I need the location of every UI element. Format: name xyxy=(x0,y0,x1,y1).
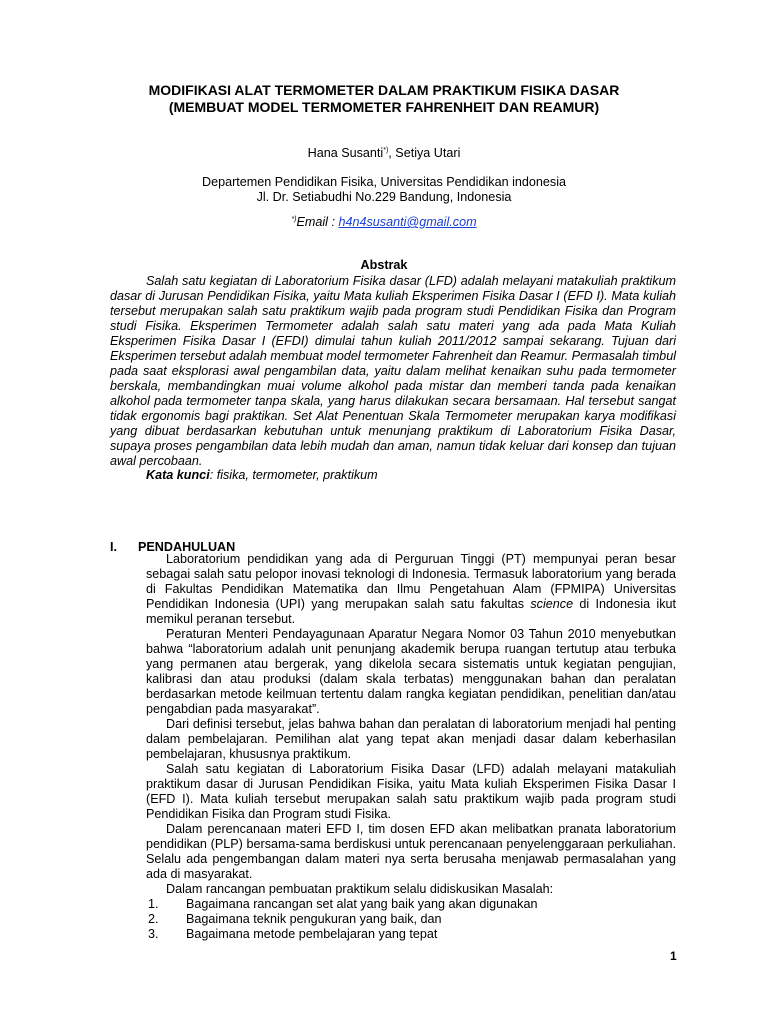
section-title: PENDAHULUAN xyxy=(138,540,236,554)
list-item-text: Bagaimana metode pembelajaran yang tepat xyxy=(186,927,438,941)
paragraph-1-text-b: di Indonesia ikut memikul peranan tersebut. xyxy=(146,597,677,626)
keywords-label: Kata kunci xyxy=(146,468,210,482)
author-2: Setiya Utari xyxy=(395,146,461,160)
affiliation-line-2: Jl. Dr. Setiabudhi No.229 Bandung, Indonesia xyxy=(256,190,512,204)
paper-title xyxy=(0,82,768,116)
author-1: Hana Susanti xyxy=(307,146,384,160)
paragraph-4: Salah satu kegiatan di Laboratorium Fisika Dasar (LFD) adalah melayani matakuliah praktikum dasar di Jurusan Pendidikan Fisika, yaitu Mata kuliah Eksperimen Fisika Dasar I (EFD I). Mata kuliah tersebut merupakan salah satu praktikum wajib pada program studi Pendidikan Fisika dan Program studi Fisika. xyxy=(146,762,676,821)
list-item-text: Bagaimana teknik pengukuran yang baik, dan xyxy=(186,912,442,926)
section-body xyxy=(146,552,676,942)
list-item xyxy=(146,927,676,942)
title-line-1: MODIFIKASI ALAT TERMOMETER DALAM PRAKTIKUM FISIKA DASAR xyxy=(148,82,620,98)
author-separator: , xyxy=(388,146,396,160)
page-number: 1 xyxy=(670,949,677,963)
list-item-text: Bagaimana rancangan set alat yang baik yang akan digunakan xyxy=(186,897,538,911)
paragraph-1-text-a: Laboratorium pendidikan yang ada di Perguruan Tinggi (PT) mempunyai peran besar sebagai salah satu pelopor inovasi teknologi di Indonesia. Termasuk laboratorium yang berada di Fakultas Pendidikan Matematika dan Ilmu Pengetahuan Alam (FPMIPA) Universitas Pendidikan Indonesia (UPI) yang merupakan salah satu fakultas xyxy=(146,552,676,611)
paragraph-2: Peraturan Menteri Pendayagunaan Aparatur Negara Nomor 03 Tahun 2010 menyebutkan bahwa “laboratorium adalah unit penunjang akademik berupa ruangan tertutup atau terbuka yang permanen atau bergerak, yang dikelola secara sistematis untuk kegiatan pengujian, kalibrasi dan atau produksi (dalam skala terbatas) menggunakan bahan dan peralatan berdasarkan metode keilmuan tertentu dalam rangka kegiatan pendidikan, penelitian dan/atau pengabdian pada masyarakat”. xyxy=(146,627,676,716)
list-item-number: 3. xyxy=(148,927,159,941)
abstract-text: Salah satu kegiatan di Laboratorium Fisika dasar (LFD) adalah melayani matakuliah praktikum dasar di Jurusan Pendidikan Fisika, yaitu Mata kuliah Eksperimen Fisika Dasar I (EFD I). Mata kuliah tersebut merupakan salah satu praktikum wajib pada program studi Pendidikan Fisika dan Program studi Fisika. Eksperimen Termometer adalah salah satu materi yang ada pada Mata Kuliah Eksperimen Fisika Dasar I (EFDI) dimulai tahun kuliah 2011/2012 sampai sekarang. Tujuan dari Eksperimen tersebut adalah membuat model termometer Fahrenheit dan Reamur. Permasalah timbul pada saat eksplorasi awal pengambilan data, yaitu dalam melihat kenaikan suhu pada termometer berskala, membandingkan muai volume alkohol pada mistar dan memberi tanda pada kenaikan alkohol pada termometer tanpa skala, yang harus dilakukan secara bersamaan. Hal tersebut sangat tidak ergonomis bagi praktikan. Set Alat Penentuan Skala Termometer merupakan karya modifikasi yang dibuat berdasarkan kebutuhan untuk menunjang praktikum di Laboratorium Fisika Dasar, supaya proses pengambilan data lebih mudah dan aman, namun tidak keluar dari konsep dan tujuan awal percobaan. xyxy=(110,274,676,468)
email-label: Email : xyxy=(296,215,339,229)
email-line xyxy=(0,215,768,230)
author-list xyxy=(0,146,768,161)
list-item xyxy=(146,912,676,927)
list-item-number: 1. xyxy=(148,897,159,911)
list-item xyxy=(146,897,676,912)
section-number: I. xyxy=(110,540,117,554)
keywords-text: : fisika, termometer, praktikum xyxy=(209,468,378,482)
email-link[interactable]: h4n4susanti@gmail.com xyxy=(338,215,477,229)
title-line-2: (MEMBUAT MODEL TERMOMETER FAHRENHEIT DAN REAMUR) xyxy=(168,99,600,115)
email-mark: *) xyxy=(291,215,297,223)
paragraph-3: Dari definisi tersebut, jelas bahwa bahan dan peralatan di laboratorium menjadi hal penting dalam pembelajaran. Pemilihan alat yang tepat akan menjadi dasar dalam keberhasilan pembelajaran, khususnya praktikum. xyxy=(146,717,676,761)
list-item-number: 2. xyxy=(148,912,159,926)
abstract-heading: Abstrak xyxy=(360,258,408,272)
affiliation xyxy=(0,175,768,205)
affiliation-line-1: Departemen Pendidikan Fisika, Universitas Pendidikan indonesia xyxy=(201,175,567,189)
paragraph-5: Dalam perencanaan materi EFD I, tim dosen EFD akan melibatkan pranata laboratorium pendidikan (PLP) bersama-sama berdiskusi untuk perencanaan penyelenggaraan perkuliahan. Selalu ada pengembangan dalam materi nya serta berusaha menjawab permasalahan yang ada di masyarakat. xyxy=(146,822,676,881)
keywords xyxy=(146,468,378,483)
author-1-mark: *) xyxy=(383,146,389,154)
problem-list xyxy=(146,897,676,942)
paragraph-6: Dalam rancangan pembuatan praktikum selalu didiskusikan Masalah: xyxy=(166,882,554,896)
paragraph-1-emphasis: science xyxy=(530,597,574,611)
paragraph-1 xyxy=(146,552,676,627)
